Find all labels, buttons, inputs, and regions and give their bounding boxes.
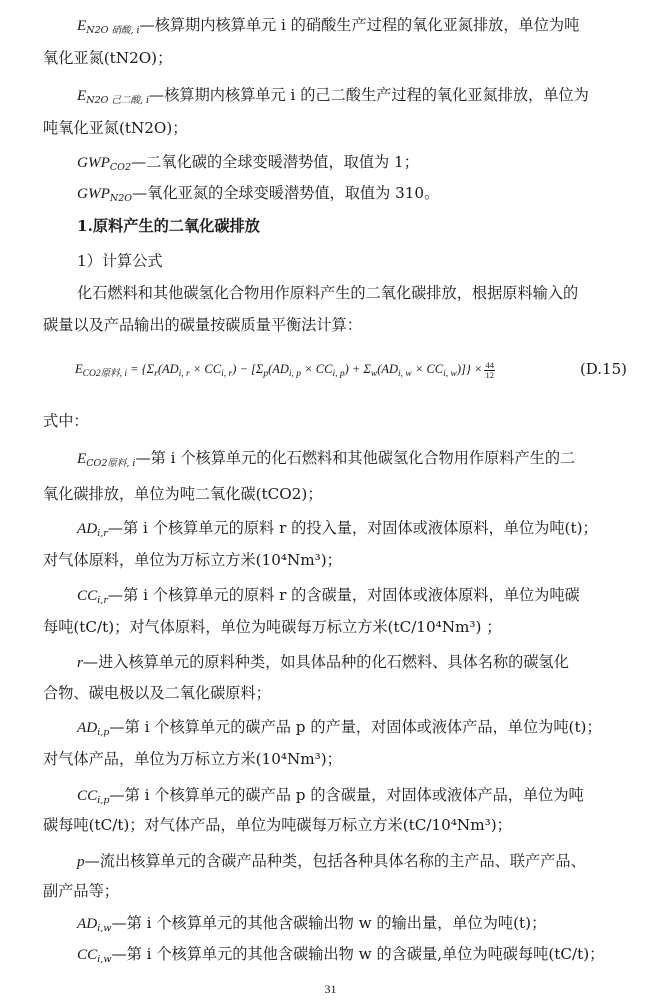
symbol-subscript: i,w bbox=[97, 954, 112, 965]
var-ad-r-cont: 对气体原料，单位为万标立方米(10⁴Nm³)； bbox=[43, 551, 342, 569]
var-cc-p bbox=[0, 784, 661, 807]
symbol-subscript: N2O 己二酸, i bbox=[86, 95, 150, 106]
symbol-subscript: i,p bbox=[97, 795, 110, 806]
def-e-n2o-nitric-cont: 氧化亚氮(tN2O)； bbox=[43, 49, 173, 67]
var-cc-w bbox=[0, 943, 661, 966]
formula-d15 bbox=[75, 352, 645, 386]
var-cc-r bbox=[0, 584, 661, 607]
var-cc-p-cont: 碳每吨(tC/t)；对气体产品，单位为吨碳每万标立方米(tC/10⁴Nm³)； bbox=[43, 816, 512, 834]
fraction-44-12 bbox=[484, 361, 495, 380]
symbol: r bbox=[77, 654, 83, 671]
symbol: AD bbox=[77, 520, 98, 537]
formula-part: × CC bbox=[411, 362, 444, 376]
page-number: 31 bbox=[324, 982, 337, 996]
definition-text: —二氧化碳的全球变暖潜势值，取值为 1； bbox=[131, 153, 419, 171]
symbol-subscript: N2O 硝酸, i bbox=[86, 25, 140, 36]
formula-part: (AD bbox=[157, 362, 179, 376]
formula-part: (AD bbox=[377, 362, 399, 376]
formula-part: ) − [Σ bbox=[232, 362, 264, 376]
formula-index: w bbox=[370, 369, 378, 379]
fraction-numerator: 44 bbox=[485, 359, 494, 370]
def-e-n2o-adipic bbox=[0, 84, 661, 107]
symbol: CC bbox=[77, 587, 98, 604]
symbol-subscript: i,r bbox=[97, 528, 108, 539]
symbol: CC bbox=[77, 787, 98, 804]
var-ad-r bbox=[0, 517, 661, 540]
symbol: AD bbox=[77, 915, 98, 932]
symbol: GWP bbox=[77, 185, 110, 202]
definition-text: —第 i 个核算单元的碳产品 p 的产量，对固体或液体产品，单位为吨(t)； bbox=[109, 718, 602, 736]
var-ad-p-cont: 对气体产品，单位为万标立方米(10⁴Nm³)； bbox=[43, 750, 342, 768]
var-p bbox=[0, 850, 661, 873]
formula-part: × CC bbox=[189, 362, 222, 376]
formula-lhs: E bbox=[75, 362, 83, 376]
section-heading: 1.原料产生的二氧化碳排放 bbox=[77, 217, 260, 235]
symbol: p bbox=[77, 853, 85, 870]
formula-part: ) + Σ bbox=[344, 362, 371, 376]
intro-line-1: 化石燃料和其他碳氢化合物用作原料产生的二氧化碳排放，根据原料输入的 bbox=[77, 284, 579, 302]
formula-subscript: i, r bbox=[178, 369, 190, 379]
var-e-co2-cont: 氧化碳排放，单位为吨二氧化碳(tCO2)； bbox=[43, 485, 323, 503]
var-e-co2 bbox=[0, 447, 661, 470]
var-ad-w bbox=[0, 912, 661, 935]
var-ad-p bbox=[0, 716, 661, 739]
formula-subscript: i, p bbox=[288, 369, 302, 379]
definition-text: —氧化亚氮的全球变暖潜势值，取值为 310。 bbox=[132, 184, 440, 202]
var-cc-r-cont: 每吨(tC/t)；对气体原料，单位为吨碳每万标立方米(tC/10⁴Nm³) ； bbox=[43, 618, 502, 636]
formula-subscript: i, p bbox=[332, 369, 345, 379]
definition-text: —核算期内核算单元 i 的硝酸生产过程的氧化亚氮排放，单位为吨 bbox=[139, 16, 580, 34]
fraction-denominator: 12 bbox=[485, 369, 494, 380]
def-e-n2o-adipic-cont: 吨氧化亚氮(tN2O)； bbox=[43, 119, 188, 137]
def-e-n2o-nitric bbox=[0, 14, 661, 37]
symbol-subscript: i,w bbox=[97, 923, 112, 934]
sub-heading: 1）计算公式 bbox=[77, 252, 163, 270]
symbol-subscript: i,r bbox=[97, 595, 108, 606]
definition-text: —核算期内核算单元 i 的己二酸生产过程的氧化亚氮排放，单位为 bbox=[149, 86, 589, 104]
definition-text: —第 i 个核算单元的其他含碳输出物 w 的输出量，单位为吨(t)； bbox=[111, 914, 547, 932]
definition-text: —第 i 个核算单元的原料 r 的投入量，对固体或液体原料，单位为吨(t)； bbox=[107, 519, 598, 537]
var-r-cont: 合物、碳电极以及二氧化碳原料； bbox=[43, 684, 271, 702]
symbol-subscript: N2O bbox=[109, 193, 133, 204]
formula-subscript: i, w bbox=[443, 369, 457, 379]
symbol: E bbox=[77, 450, 87, 467]
var-p-cont: 副产品等； bbox=[43, 882, 119, 900]
symbol: E bbox=[77, 87, 87, 104]
definition-text: —第 i 个核算单元的碳产品 p 的含碳量，对固体或液体产品，单位为吨 bbox=[109, 786, 584, 804]
where-label: 式中： bbox=[43, 412, 89, 430]
formula-part: × CC bbox=[301, 362, 333, 376]
equation-number: (D.15) bbox=[579, 360, 627, 378]
formula-subscript: i, w bbox=[398, 369, 412, 379]
intro-line-2: 碳量以及产品输出的碳量按碳质量平衡法计算： bbox=[43, 316, 362, 334]
definition-text: —第 i 个核算单元的化石燃料和其他碳氢化合物用作原料产生的二 bbox=[135, 449, 576, 467]
formula-subscript: i, r bbox=[221, 369, 233, 379]
definition-text: —进入核算单元的原料种类，如具体品种的化石燃料、具体名称的碳氢化 bbox=[82, 653, 569, 671]
symbol-subscript: CO2原料, i bbox=[86, 458, 136, 469]
definition-text: —第 i 个核算单元的原料 r 的含碳量，对固体或液体原料，单位为吨碳 bbox=[107, 586, 580, 604]
symbol: CC bbox=[77, 946, 98, 963]
definition-text: —流出核算单元的含碳产品种类，包括各种具体名称的主产品、联产产品、 bbox=[84, 852, 586, 870]
symbol-subscript: CO2 bbox=[109, 162, 132, 173]
symbol: E bbox=[77, 17, 87, 34]
formula-part: (AD bbox=[268, 362, 289, 376]
formula-index: r bbox=[154, 369, 158, 379]
formula-part: = {Σ bbox=[126, 362, 155, 376]
symbol-subscript: i,p bbox=[97, 727, 110, 738]
formula-index: p bbox=[263, 369, 269, 379]
symbol: GWP bbox=[77, 154, 110, 171]
formula-lhs-subscript: CO2原料, i bbox=[82, 369, 127, 379]
var-r bbox=[0, 651, 661, 674]
formula-part: )]} × bbox=[456, 362, 483, 376]
def-gwp-co2 bbox=[0, 151, 661, 174]
def-gwp-n2o bbox=[0, 182, 661, 205]
definition-text: —第 i 个核算单元的其他含碳输出物 w 的含碳量,单位为吨碳每吨(tC/t)； bbox=[111, 945, 605, 963]
symbol: AD bbox=[77, 719, 98, 736]
